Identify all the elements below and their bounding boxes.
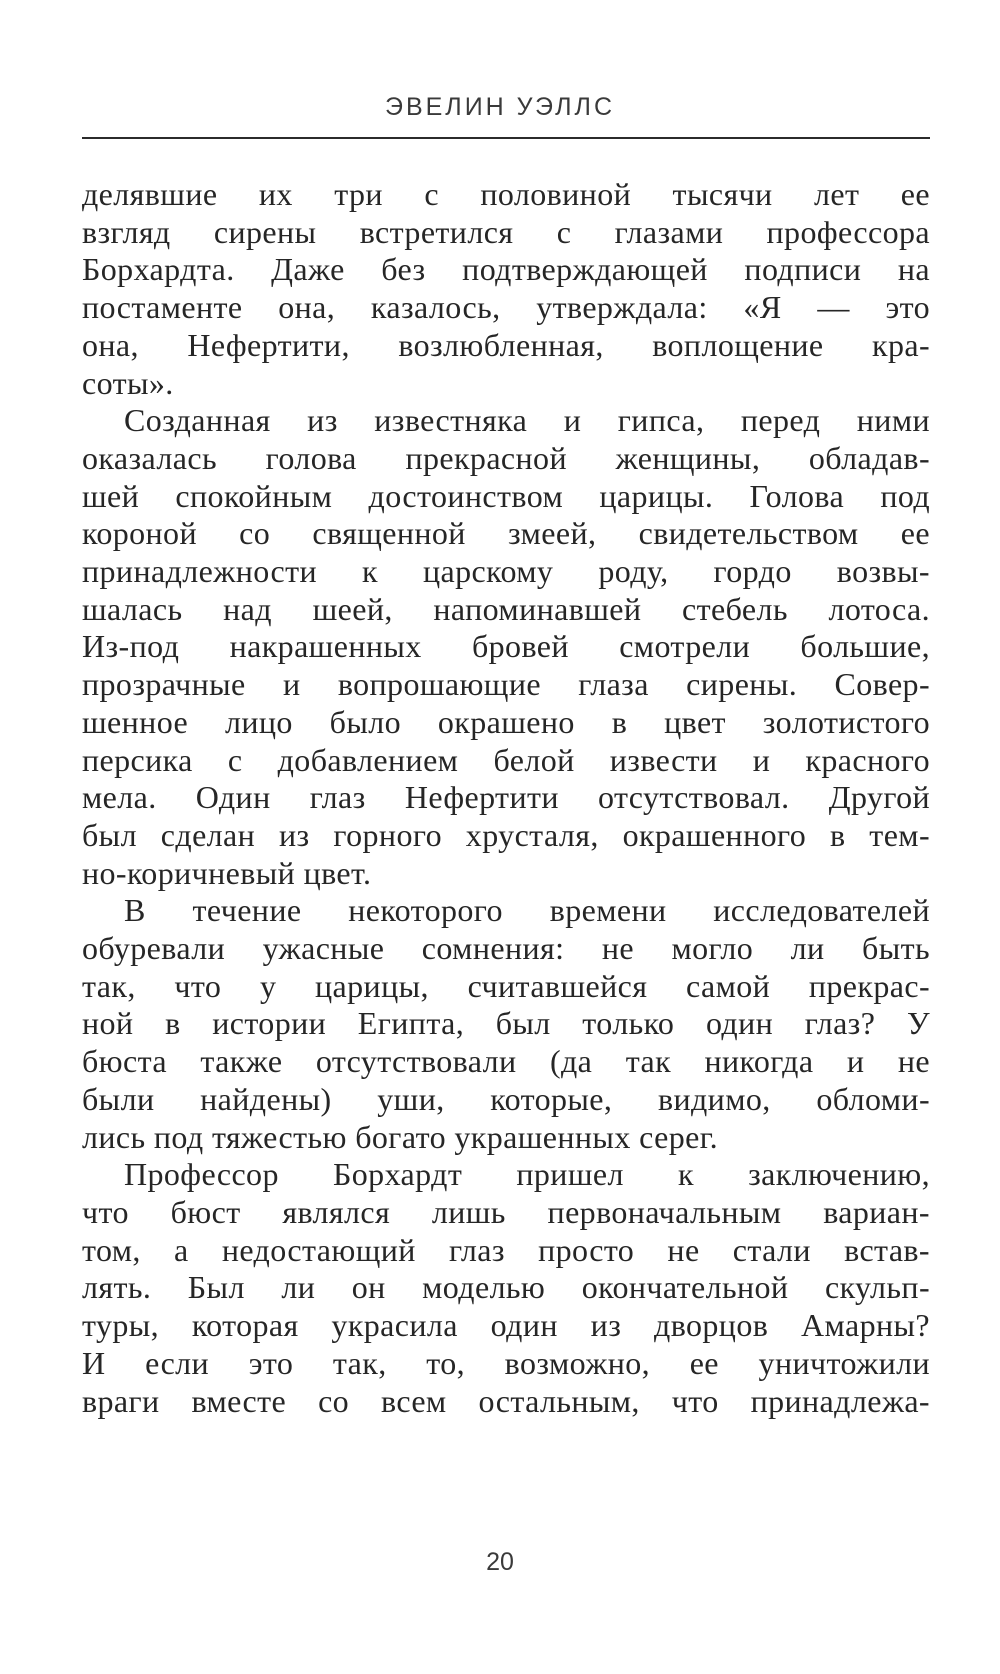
- text-line: ной в истории Египта, был только один глаз? У: [82, 1005, 930, 1042]
- text-line: но-коричневый цвет.: [82, 854, 372, 891]
- paragraph: [82, 176, 930, 402]
- text-line: Из-под накрашенных бровей смотрели большие,: [82, 628, 930, 665]
- text-line: шенное лицо было окрашено в цвет золотистого: [82, 703, 930, 740]
- paragraph: [82, 1156, 930, 1420]
- text-line: постаменте она, казалось, утверждала: «Я — это: [82, 289, 930, 326]
- text-line: что бюст являлся лишь первоначальным вариан-: [82, 1193, 930, 1230]
- running-title: ЭВЕЛИН УЭЛЛС: [384, 93, 616, 121]
- text-line: мела. Один глаз Нефертити отсутствовал. Другой: [82, 779, 930, 816]
- text-line: бюста также отсутствовали (да так никогда и не: [82, 1043, 930, 1080]
- text-line: Борхардта. Даже без подтверждающей подписи на: [82, 251, 930, 288]
- paragraph: [82, 402, 930, 892]
- text-line: шей спокойным достоинством царицы. Голова под: [82, 477, 930, 514]
- text-line: взгляд сирены встретился с глазами профессора: [82, 213, 930, 250]
- text-line: Профессор Борхардт пришел к заключению,: [124, 1156, 930, 1193]
- body-text: [82, 176, 930, 1420]
- text-line: И если это так, то, возможно, ее уничтожили: [82, 1344, 930, 1381]
- text-line: короной со священной змеей, свидетельством ее: [82, 515, 930, 552]
- text-line: Созданная из известняка и гипса, перед ними: [124, 402, 930, 439]
- text-line: лять. Был ли он моделью окончательной скульп-: [82, 1269, 930, 1306]
- text-line: враги вместе со всем остальным, что принадлежа-: [82, 1382, 930, 1419]
- text-line: оказалась голова прекрасной женщины, обладав-: [82, 439, 930, 476]
- text-line: туры, которая украсила один из дворцов Амарны?: [82, 1307, 930, 1344]
- text-line: она, Нефертити, возлюбленная, воплощение кра-: [82, 326, 930, 363]
- text-line: В течение некоторого времени исследователей: [124, 892, 930, 929]
- text-line: лись под тяжестью богато украшенных серег.: [82, 1118, 719, 1155]
- text-line: принадлежности к царскому роду, гордо возвы-: [82, 553, 930, 590]
- text-line: так, что у царицы, считавшейся самой прекрас-: [82, 967, 930, 1004]
- text-line: делявшие их три с половиной тысячи лет ее: [82, 176, 930, 212]
- text-line: соты».: [82, 364, 174, 401]
- text-line: был сделан из горного хрусталя, окрашенного в тем-: [82, 816, 930, 853]
- text-line: были найдены) уши, которые, видимо, обломи-: [82, 1080, 930, 1117]
- page-number: 20: [486, 1548, 514, 1576]
- paragraph: [82, 892, 930, 1156]
- text-line: прозрачные и вопрошающие глаза сирены. Совер-: [82, 666, 930, 703]
- text-line: том, а недостающий глаз просто не стали встав-: [82, 1231, 930, 1268]
- text-line: шалась над шеей, напоминавшей стебель лотоса.: [82, 590, 930, 627]
- header-rule: [82, 137, 930, 139]
- text-line: обуревали ужасные сомнения: не могло ли быть: [82, 930, 930, 967]
- text-line: персика с добавлением белой извести и красного: [82, 741, 930, 778]
